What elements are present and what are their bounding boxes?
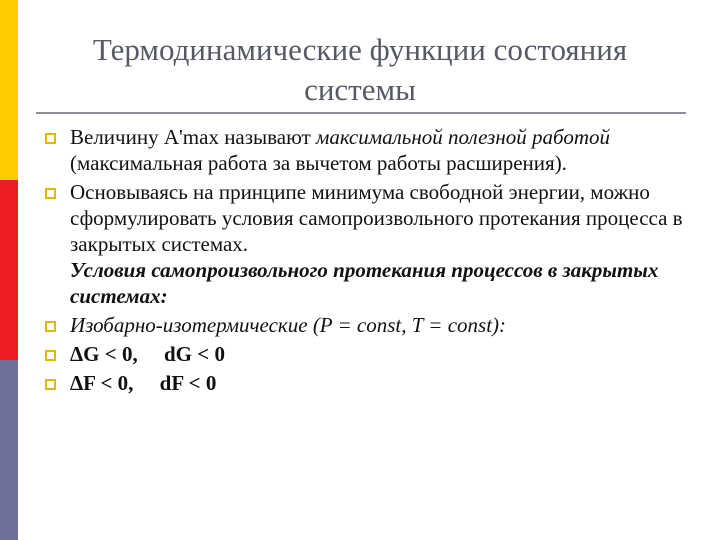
text-max-useful-work: максимальной полезной работой <box>315 125 610 149</box>
text-isobaric: Изобарно-изотермические (P = const, T = const): <box>70 313 507 337</box>
bullet-square-icon <box>45 379 56 390</box>
text-principle: Основываясь на принципе минимума свободной энергии, можно сформулировать условия самопроизвольного протекания процесса в закрытых системах. <box>70 180 683 256</box>
bullet-square-icon <box>45 321 56 332</box>
decor-stripe-yellow <box>0 0 18 180</box>
list-item-principle <box>44 179 684 309</box>
text-conditions-heading: Условия самопроизвольного протекания процессов в закрытых системах: <box>70 258 659 308</box>
decor-stripe-gray <box>0 360 18 540</box>
text-amax-intro: Величину A'max называют <box>70 125 316 149</box>
slide-body <box>44 124 684 396</box>
list-item-helmholtz <box>44 370 684 396</box>
text-helmholtz-condition: ΔF < 0, dF < 0 <box>70 371 217 395</box>
list-item-isobaric <box>44 312 684 338</box>
list-item-gibbs <box>44 341 684 367</box>
decor-stripe-red <box>0 180 18 360</box>
slide-title <box>40 30 680 110</box>
slide-title-line1: Термодинамические функции состояния <box>92 32 628 67</box>
bullet-square-icon <box>45 133 56 144</box>
title-divider <box>36 112 686 114</box>
bullet-square-icon <box>45 188 56 199</box>
text-amax-explain: (максимальная работа за вычетом работы расширения). <box>70 151 567 175</box>
bullet-square-icon <box>45 350 56 361</box>
list-item-amax <box>44 124 684 176</box>
text-gibbs-condition: ΔG < 0, dG < 0 <box>70 342 225 366</box>
slide-title-line2: системы <box>304 72 416 107</box>
